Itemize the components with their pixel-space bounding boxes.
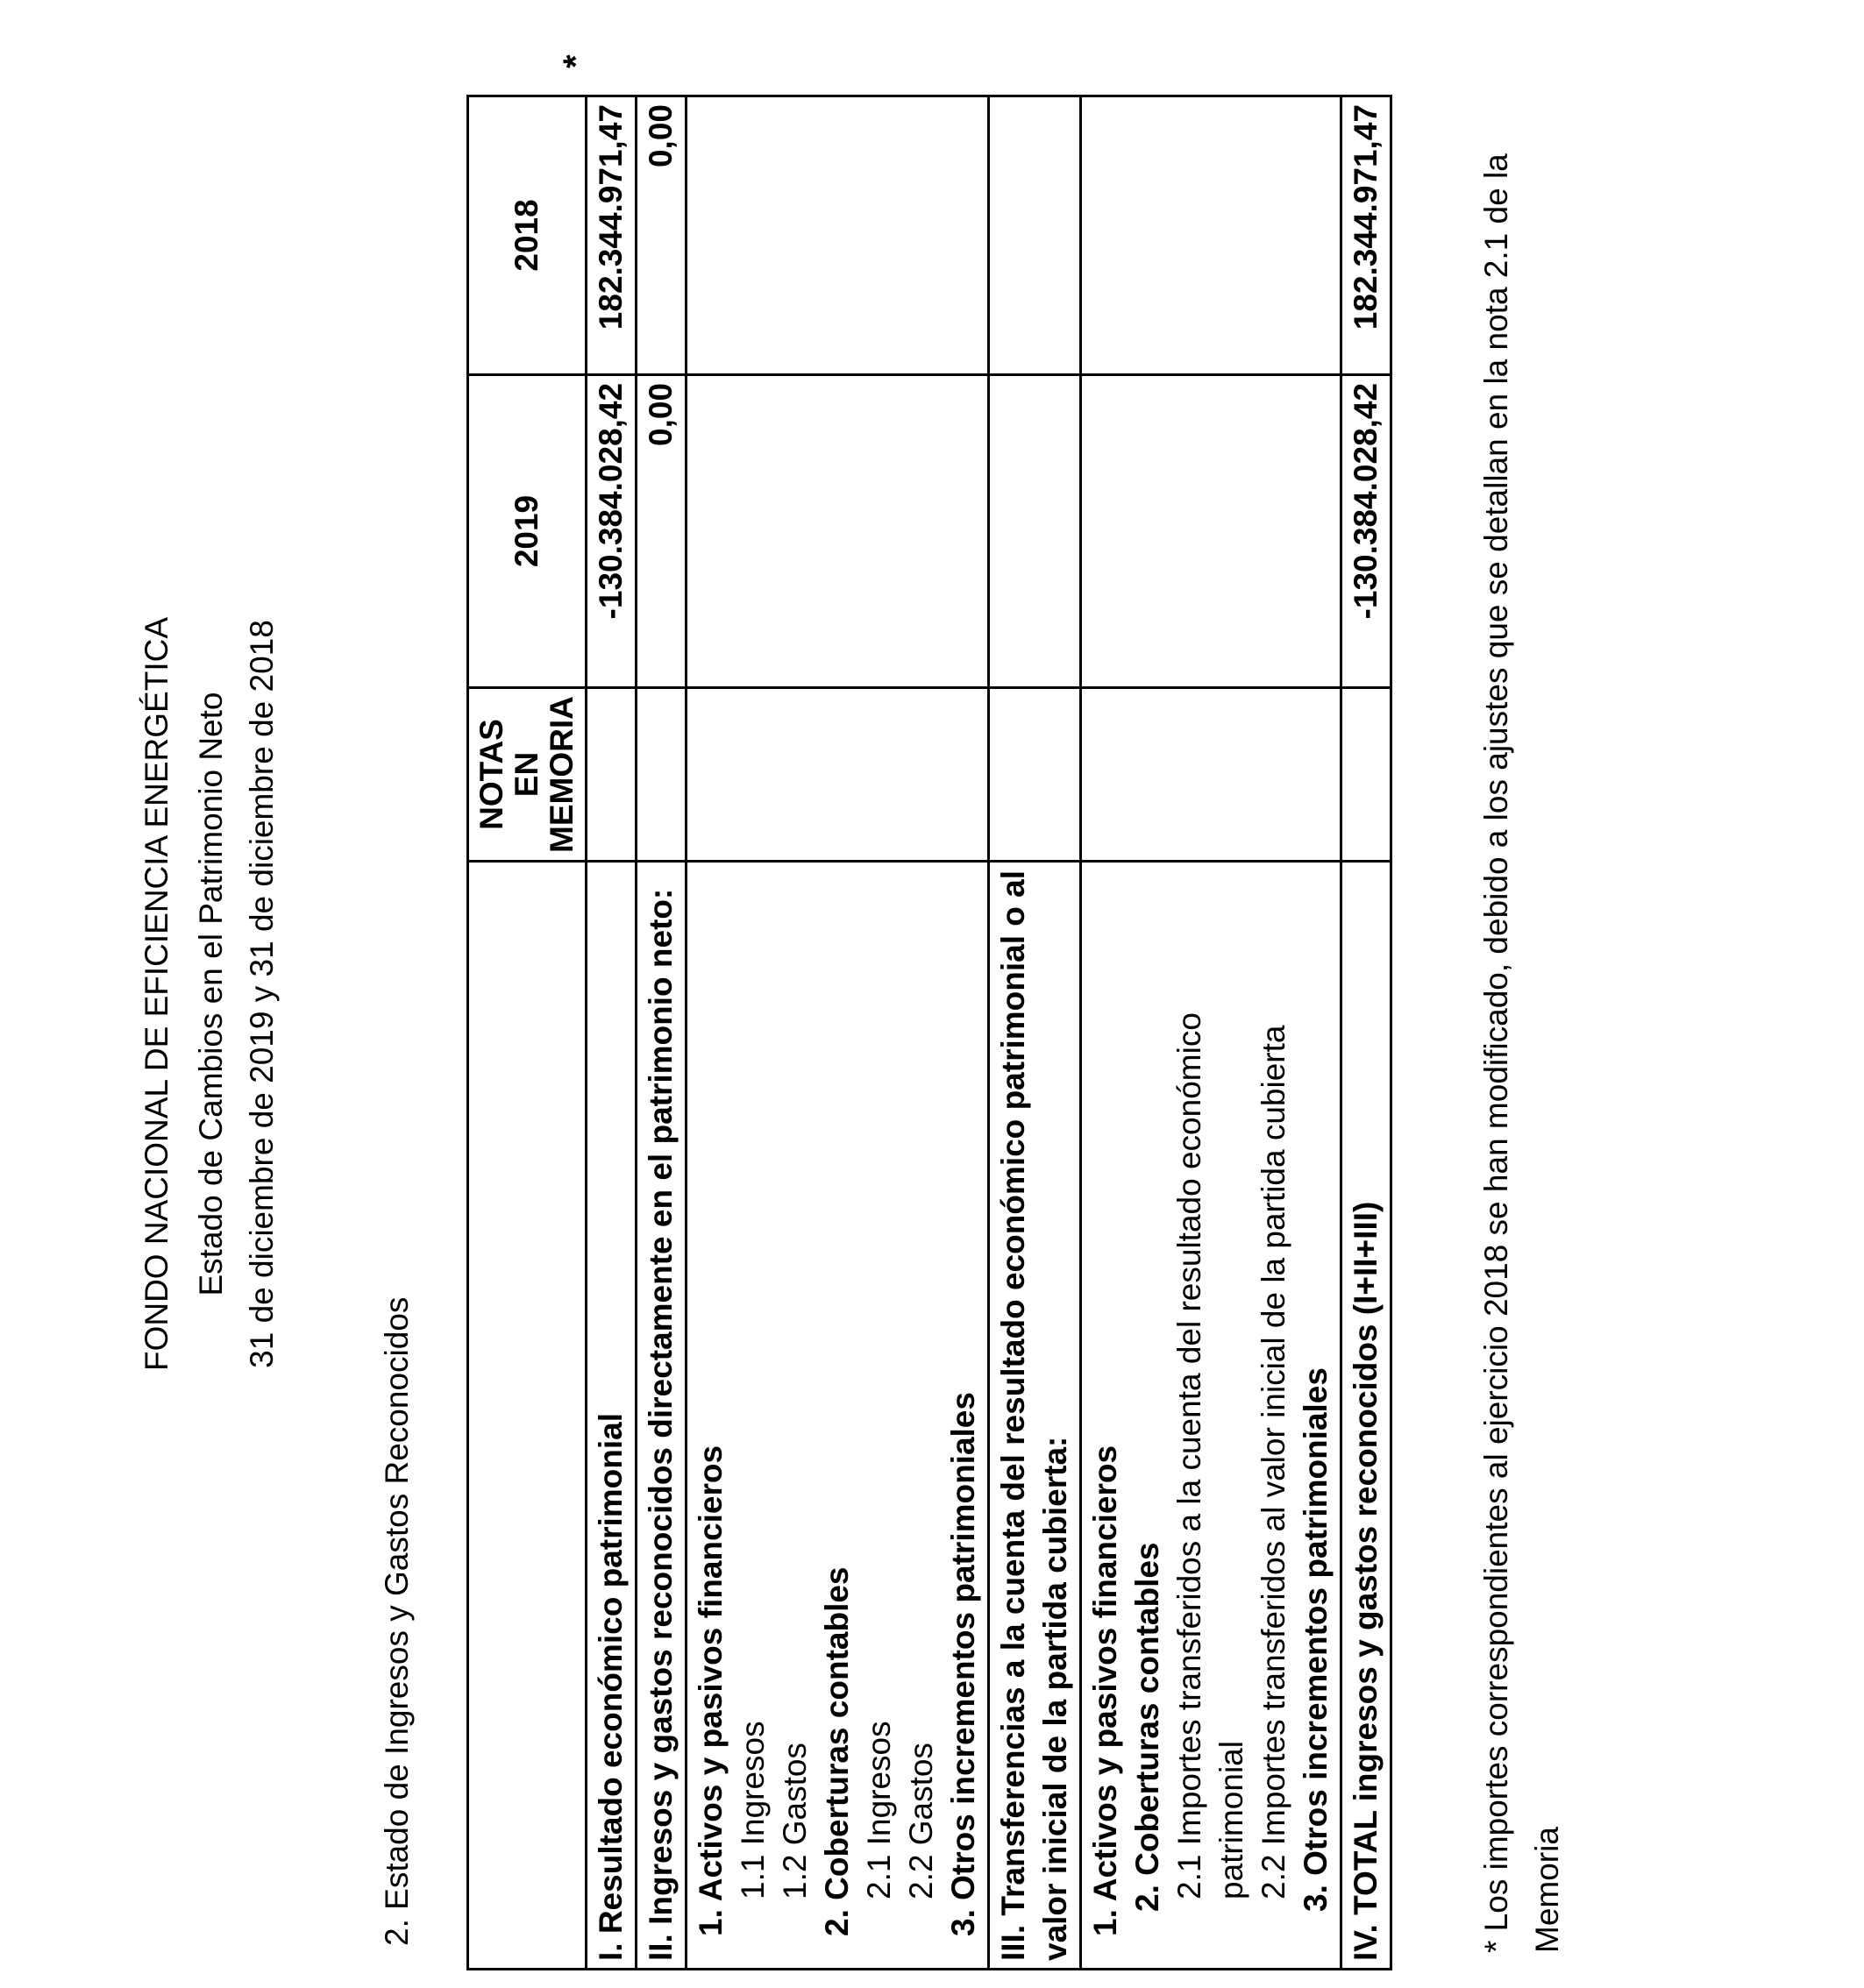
row-label-group bbox=[1081, 861, 1341, 1969]
section-title: 2. Estado de Ingresos y Gastos Reconocidos bbox=[379, 1296, 415, 1946]
row-value-2018: 182.344.971,47 bbox=[587, 96, 637, 375]
row-value-2018: 182.344.971,47 bbox=[1341, 96, 1391, 375]
table-row bbox=[637, 96, 687, 1970]
row-notes bbox=[989, 688, 1081, 862]
row-label: 2.1 Ingresos bbox=[861, 1721, 897, 1899]
row-label: 2.1 Importes transferidos a la cuenta del resultado económico patrimonial bbox=[1171, 1012, 1249, 1899]
row-label: I. Resultado económico patrimonial bbox=[587, 861, 637, 1969]
table-header-row bbox=[468, 96, 587, 1970]
row-label: 2.2 Gastos bbox=[903, 1743, 939, 1899]
table-row bbox=[587, 96, 637, 1970]
row-label: II. Ingresos y gastos reconocidos directamente en el patrimonio neto: bbox=[637, 861, 687, 1969]
row-value-2019: -130.384.028,42 bbox=[1341, 374, 1391, 687]
row-notes bbox=[687, 688, 989, 862]
row-notes bbox=[587, 688, 637, 862]
row-notes bbox=[637, 688, 687, 862]
row-label: 3. Otros incrementos patrimoniales bbox=[945, 1392, 981, 1936]
row-label-group bbox=[687, 861, 989, 1969]
row-label: 3. Otros incrementos patrimoniales bbox=[1298, 1367, 1334, 1912]
statement-title: Estado de Cambios en el Patrimonio Neto bbox=[193, 692, 229, 1296]
row-value-2019 bbox=[687, 374, 989, 687]
table-row bbox=[989, 96, 1081, 1970]
row-value-2018 bbox=[1081, 96, 1341, 375]
row-value-2019 bbox=[1081, 374, 1341, 687]
row-value-2019: 0,00 bbox=[637, 374, 687, 687]
row-label: III. Transferencias a la cuenta del resultado económico patrimonial o al valor inicial de la partida cubierta: bbox=[989, 861, 1081, 1969]
table-row bbox=[687, 96, 989, 1970]
row-value-2018 bbox=[989, 96, 1081, 375]
row-label: 2. Coberturas contables bbox=[819, 1566, 855, 1936]
entity-name: FONDO NACIONAL DE EFICIENCIA ENERGÉTICA bbox=[139, 616, 174, 1372]
header-notes: NOTAS EN MEMORIA bbox=[468, 688, 587, 862]
row-label: IV. TOTAL ingresos y gastos reconocidos (I+II+III) bbox=[1341, 861, 1391, 1969]
table-row bbox=[1341, 96, 1391, 1970]
table-row bbox=[1081, 96, 1341, 1970]
row-label: 1. Activos y pasivos financieros bbox=[1087, 1445, 1123, 1936]
row-notes bbox=[1341, 688, 1391, 862]
row-notes bbox=[1081, 688, 1341, 862]
recognized-income-expense-table bbox=[466, 95, 1392, 1970]
row-label: 1.2 Gastos bbox=[777, 1743, 813, 1899]
row-value-2019 bbox=[989, 374, 1081, 687]
header-2018: 2018 bbox=[468, 96, 587, 375]
footnote: * Los importes correspondientes al ejercicio 2018 se han modificado, debido a los ajustes que se detallan en la nota 2.1 de la Memoria bbox=[1478, 153, 1565, 1953]
statement-period: 31 de diciembre de 2019 y 31 de diciembre de 2018 bbox=[244, 620, 280, 1368]
row-label: 1.1 Ingresos bbox=[735, 1721, 771, 1899]
row-value-2018: 0,00 bbox=[637, 96, 687, 375]
row-label: 1. Activos y pasivos financieros bbox=[693, 1445, 729, 1936]
row-value-2018 bbox=[687, 96, 989, 375]
row-label: 2. Coberturas contables bbox=[1129, 1542, 1165, 1912]
header-2019: 2019 bbox=[468, 374, 587, 687]
row-value-2019: -130.384.028,42 bbox=[587, 374, 637, 687]
restated-mark: * bbox=[557, 54, 595, 68]
row-label: 2.2 Importes transferidos al valor inicial de la partida cubierta bbox=[1256, 1025, 1291, 1899]
header-concept bbox=[468, 861, 587, 1969]
